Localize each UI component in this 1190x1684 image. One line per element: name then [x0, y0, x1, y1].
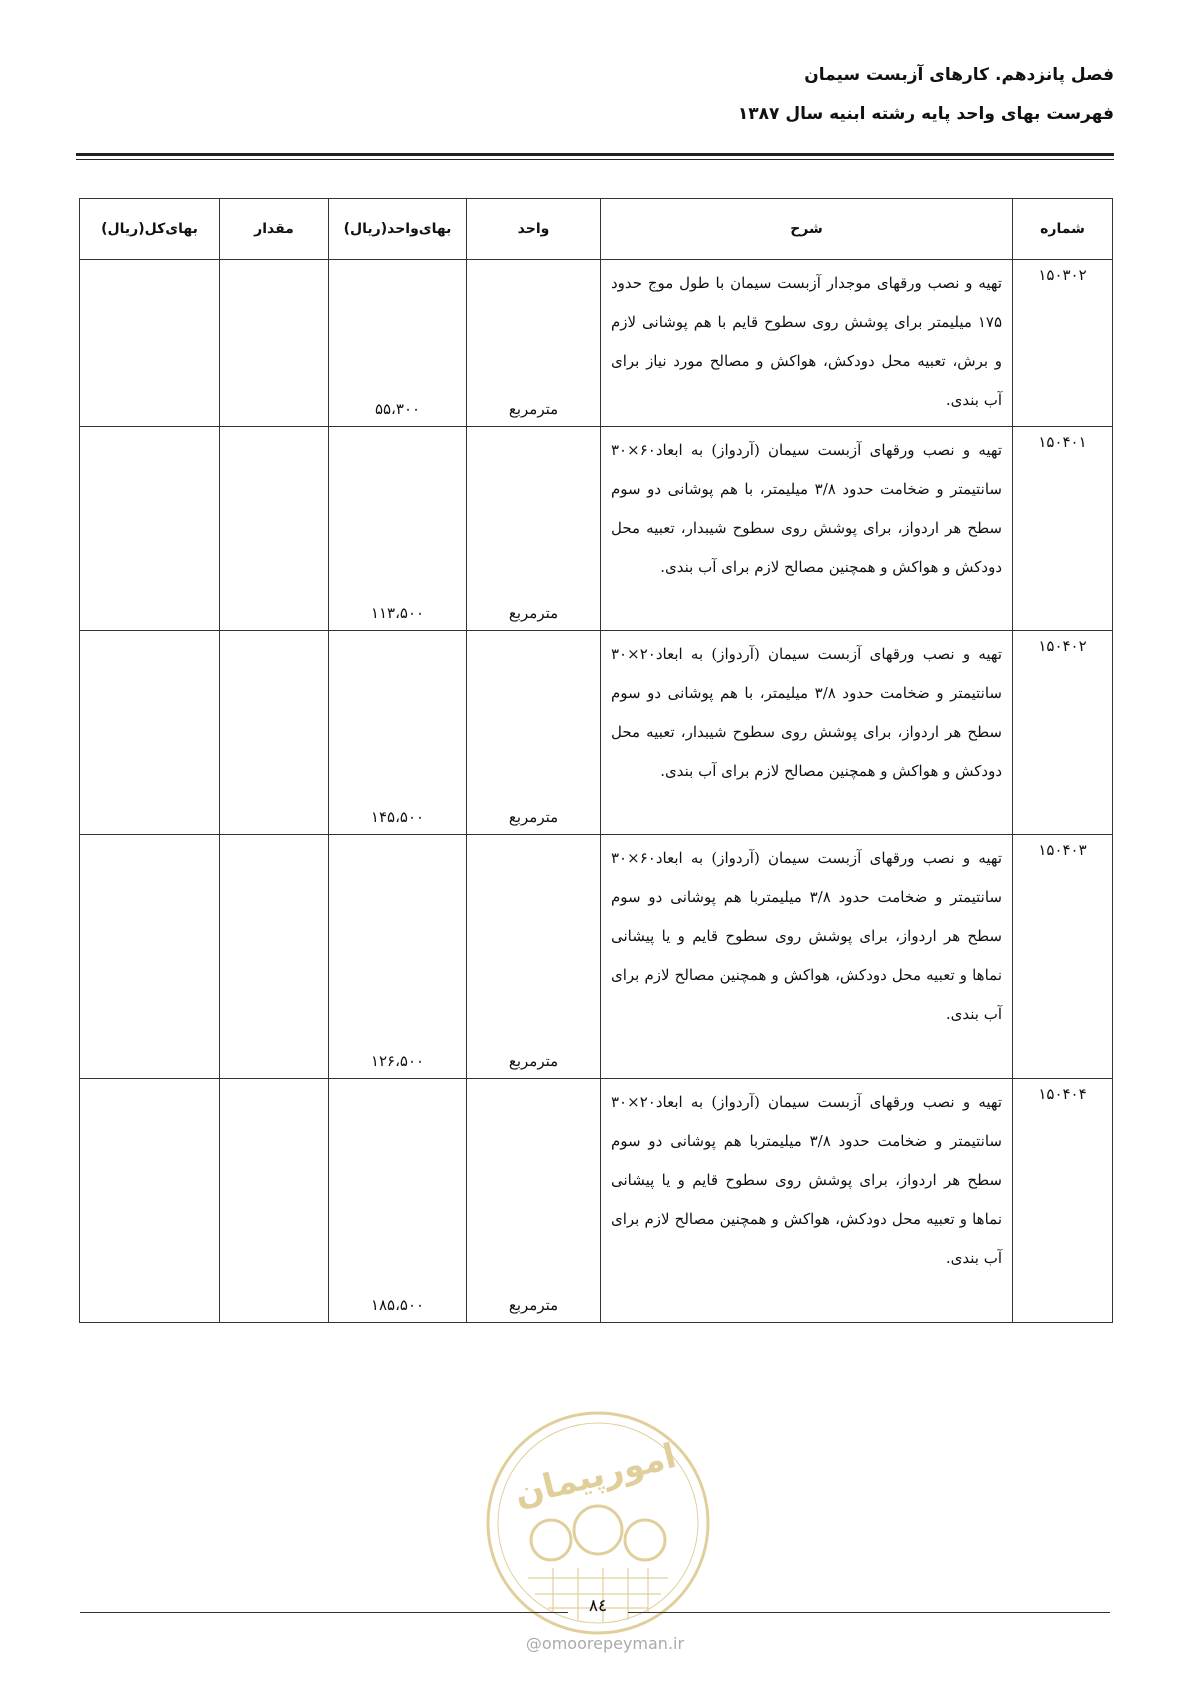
item-quantity	[220, 631, 329, 835]
chapter-title: فصل پانزدهم. کارهای آزبست سیمان	[804, 65, 1114, 85]
watermark-url: @omoorepeyman.ir	[525, 1634, 685, 1653]
item-unit-price: ۱۸۵،۵۰۰	[329, 1079, 467, 1323]
document-subtitle: فهرست بهای واحد پایه رشته ابنیه سال ۱۳۸۷	[737, 104, 1114, 124]
table-header-row	[80, 199, 1113, 260]
item-unit: مترمربع	[467, 427, 601, 631]
item-unit: مترمربع	[467, 835, 601, 1079]
item-quantity	[220, 1079, 329, 1323]
item-total-price	[80, 260, 220, 427]
item-total-price	[80, 1079, 220, 1323]
item-description: تهیه و نصب ورقهای آزبست سیمان (آردواز) به ابعاد۲۰×۳۰ سانتیمتر و ضخامت حدود ۳/۸ میلیمتر، با هم پوشانی دو سوم سطح هر اردواز، برای پوشش روی سطوح شیبدار، تعبیه محل دودکش و هواکش و همچنین مصالح لازم برای آب بندی.	[601, 631, 1013, 835]
item-unit-price: ۱۴۵،۵۰۰	[329, 631, 467, 835]
col-header-number: شماره	[1013, 199, 1113, 260]
item-number: ۱۵۰۴۰۲	[1013, 631, 1113, 835]
item-number: ۱۵۰۴۰۴	[1013, 1079, 1113, 1323]
item-description: تهیه و نصب ورقهای آزبست سیمان (آردواز) به ابعاد۶۰×۳۰ سانتیمتر و ضخامت حدود ۳/۸ میلیمتر، با هم پوشانی دو سوم سطح هر اردواز، برای پوشش روی سطوح شیبدار، تعبیه محل دودکش و هواکش و همچنین مصالح لازم برای آب بندی.	[601, 427, 1013, 631]
item-unit-price: ۱۱۳،۵۰۰	[329, 427, 467, 631]
item-total-price	[80, 631, 220, 835]
table-row	[80, 427, 1113, 631]
col-header-description: شرح	[601, 199, 1013, 260]
item-total-price	[80, 427, 220, 631]
item-number: ۱۵۰۴۰۱	[1013, 427, 1113, 631]
header-rule-thick	[76, 153, 1114, 156]
table-row	[80, 835, 1113, 1079]
item-unit: مترمربع	[467, 1079, 601, 1323]
svg-text:امورپیمان: امورپیمان	[510, 1435, 681, 1515]
item-quantity	[220, 427, 329, 631]
table-row	[80, 631, 1113, 835]
footer-rule-right	[628, 1612, 1110, 1613]
item-unit-price: ۵۵،۳۰۰	[329, 260, 467, 427]
footer-rule-left	[80, 1612, 568, 1613]
col-header-total-price: بهای‌کل(ریال)	[80, 199, 220, 260]
item-number: ۱۵۰۴۰۳	[1013, 835, 1113, 1079]
item-description: تهیه و نصب ورقهای آزبست سیمان (آردواز) به ابعاد۶۰×۳۰ سانتیمتر و ضخامت حدود ۳/۸ میلیمتربا هم پوشانی دو سوم سطح هر اردواز، برای پوشش روی سطوح قایم و یا پیشانی نماها و تعبیه محل دودکش، هواکش و همچنین مصالح لازم برای آب بندی.	[601, 835, 1013, 1079]
header-rule-thin	[76, 159, 1114, 160]
page-number: ۸٤	[588, 1596, 608, 1616]
item-unit: مترمربع	[467, 631, 601, 835]
item-quantity	[220, 835, 329, 1079]
col-header-unit: واحد	[467, 199, 601, 260]
price-list-table	[79, 198, 1113, 1323]
item-total-price	[80, 835, 220, 1079]
col-header-unit-price: بهای‌واحد(ریال)	[329, 199, 467, 260]
item-number: ۱۵۰۳۰۲	[1013, 260, 1113, 427]
item-description: تهیه و نصب ورقهای آزبست سیمان (آردواز) به ابعاد۲۰×۳۰ سانتیمتر و ضخامت حدود ۳/۸ میلیمتربا هم پوشانی دو سوم سطح هر اردواز، برای پوشش روی سطوح قایم و یا پیشانی نماها و تعبیه محل دودکش، هواکش و همچنین مصالح لازم برای آب بندی.	[601, 1079, 1013, 1323]
col-header-quantity: مقدار	[220, 199, 329, 260]
table-row	[80, 1079, 1113, 1323]
item-description: تهیه و نصب ورقهای موجدار آزبست سیمان با طول موج حدود ۱۷۵ میلیمتر برای پوشش روی سطوح قایم با هم پوشانی لازم و برش، تعبیه محل دودکش، هواکش و مصالح مورد نیاز برای آب بندی.	[601, 260, 1013, 427]
table-row	[80, 260, 1113, 427]
item-unit: مترمربع	[467, 260, 601, 427]
page-header	[74, 58, 1114, 131]
item-unit-price: ۱۲۶،۵۰۰	[329, 835, 467, 1079]
item-quantity	[220, 260, 329, 427]
